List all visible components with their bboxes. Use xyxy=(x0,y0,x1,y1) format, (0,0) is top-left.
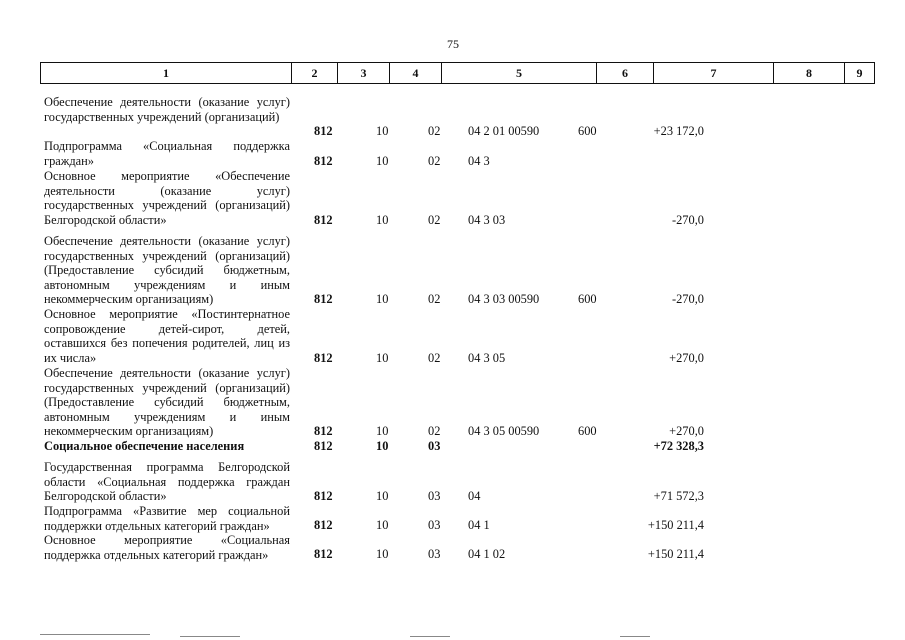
row-grbs: 812 xyxy=(314,424,333,438)
page-number: 75 xyxy=(447,37,459,51)
scan-artifact xyxy=(40,634,150,635)
row-name: Государственная программа Белгородской области «Социальная поддержка граждан Белгородской области» xyxy=(44,460,290,504)
row-csr: 04 3 05 00590 xyxy=(468,424,540,438)
row-razdel: 10 xyxy=(376,154,389,168)
row-razdel: 10 xyxy=(376,351,389,365)
row-name: Обеспечение деятельности (оказание услуг) государственных учреждений (организаций) (Предоставление субсидий бюджетным, автономным учреждениям и иным некоммерческим организациям) xyxy=(44,234,290,307)
row-sum: +71 572,3 xyxy=(653,489,704,503)
row-grbs: 812 xyxy=(314,124,333,138)
row-podrazdel: 03 xyxy=(428,547,441,561)
row-vr: 600 xyxy=(578,124,597,138)
row-name: Основное мероприятие «Социальная поддержка отдельных категорий граждан» xyxy=(44,533,290,562)
row-sum: +150 211,4 xyxy=(647,547,704,561)
header-col-2: 2 xyxy=(292,63,338,83)
header-col-6: 6 xyxy=(597,63,654,83)
row-csr: 04 1 02 xyxy=(468,547,506,561)
row-name: Обеспечение деятельности (оказание услуг) государственных учреждений (организаций) (Предоставление субсидий бюджетным, автономным учреждениям и иным некоммерческим организациям) xyxy=(44,366,290,439)
row-podrazdel: 02 xyxy=(428,424,441,438)
row-podrazdel: 02 xyxy=(428,154,441,168)
row-grbs: 812 xyxy=(314,351,333,365)
row-podrazdel: 03 xyxy=(428,489,441,503)
row-name: Социальное обеспечение населения xyxy=(44,439,245,453)
row-sum: +150 211,4 xyxy=(647,518,704,532)
row-sum: -270,0 xyxy=(671,213,704,227)
row-name: Подпрограмма «Социальная поддержка граждан» xyxy=(44,139,290,168)
row-razdel: 10 xyxy=(376,489,389,503)
row-podrazdel: 03 xyxy=(428,518,441,532)
row-sum: +23 172,0 xyxy=(653,124,704,138)
scan-artifact xyxy=(620,636,650,637)
row-razdel: 10 xyxy=(376,547,389,561)
row-sum: -270,0 xyxy=(671,292,704,306)
row-grbs: 812 xyxy=(314,154,333,168)
row-podrazdel: 02 xyxy=(428,124,441,138)
row-sum: +270,0 xyxy=(669,351,704,365)
row-csr: 04 3 05 xyxy=(468,351,506,365)
row-grbs: 812 xyxy=(314,489,333,503)
scan-artifact xyxy=(180,636,240,637)
row-podrazdel: 02 xyxy=(428,351,441,365)
row-razdel: 10 xyxy=(376,518,389,532)
row-name: Основное мероприятие «Обеспечение деятельности (оказание услуг) государственных учреждений (организаций) Белгородской области» xyxy=(44,169,290,227)
header-col-9: 9 xyxy=(856,66,863,80)
scan-artifact xyxy=(410,636,450,637)
row-razdel: 10 xyxy=(376,213,389,227)
row-sum: +72 328,3 xyxy=(653,439,704,453)
row-csr: 04 2 01 00590 xyxy=(468,124,540,138)
row-razdel: 10 xyxy=(376,124,389,138)
row-csr: 04 xyxy=(468,489,481,503)
row-grbs: 812 xyxy=(314,518,333,532)
row-grbs: 812 xyxy=(314,439,333,453)
header-col-8: 8 xyxy=(774,63,845,83)
header-col-1: 1 xyxy=(41,63,292,83)
row-csr: 04 3 03 00590 xyxy=(468,292,540,306)
header-col-5: 5 xyxy=(442,63,597,83)
row-vr: 600 xyxy=(578,292,597,306)
row-name: Обеспечение деятельности (оказание услуг) государственных учреждений (организаций) xyxy=(44,95,290,124)
row-razdel: 10 xyxy=(376,292,389,306)
row-csr: 04 3 xyxy=(468,154,490,168)
row-csr: 04 1 xyxy=(468,518,490,532)
row-razdel: 10 xyxy=(376,439,389,453)
row-sum: +270,0 xyxy=(669,424,704,438)
row-podrazdel: 02 xyxy=(428,292,441,306)
header-col-4: 4 xyxy=(390,63,442,83)
row-grbs: 812 xyxy=(314,547,333,561)
header-col-7: 7 xyxy=(654,63,774,83)
row-grbs: 812 xyxy=(314,213,333,227)
row-vr: 600 xyxy=(578,424,597,438)
row-grbs: 812 xyxy=(314,292,333,306)
row-podrazdel: 03 xyxy=(428,439,441,453)
row-razdel: 10 xyxy=(376,424,389,438)
row-csr: 04 3 03 xyxy=(468,213,506,227)
row-name: Основное мероприятие «Постинтернатное сопровождение детей-сирот, детей, оставшихся без попечения родителей, лиц из их числа» xyxy=(44,307,290,365)
row-podrazdel: 02 xyxy=(428,213,441,227)
row-name: Подпрограмма «Развитие мер социальной поддержки отдельных категорий граждан» xyxy=(44,504,290,533)
header-col-3: 3 xyxy=(338,63,390,83)
table-header xyxy=(40,62,875,84)
